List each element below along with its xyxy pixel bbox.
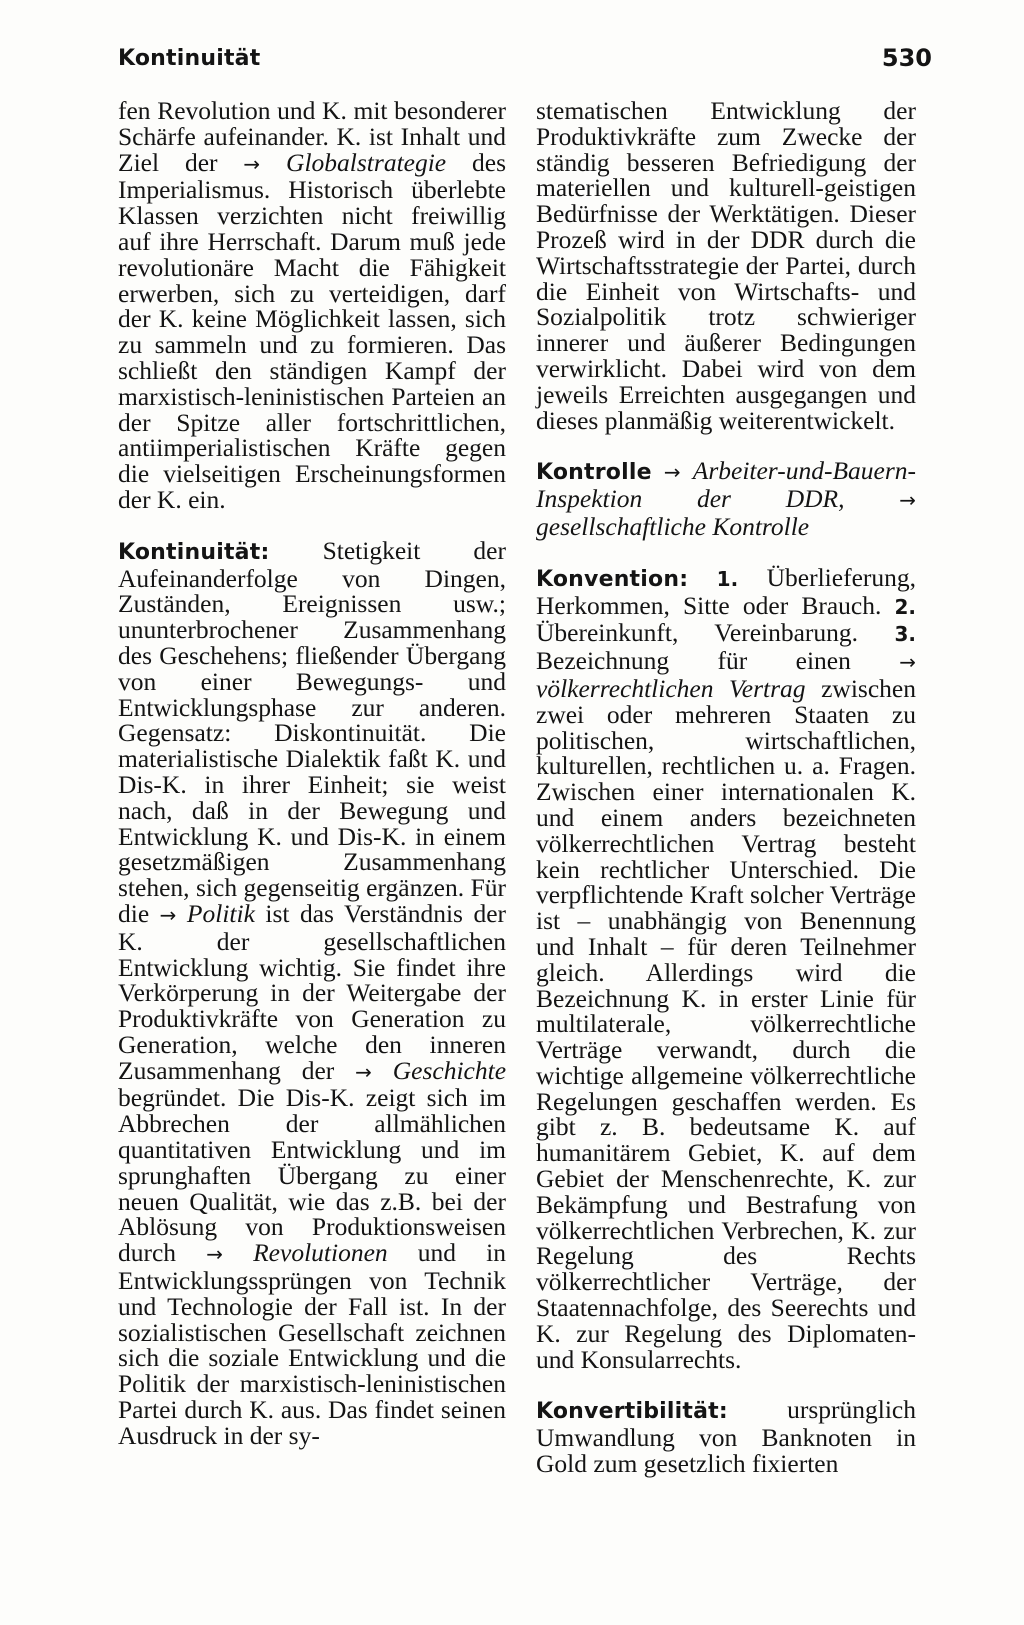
entry-headword: Konvention:: [536, 566, 689, 592]
entry-text: Bezeichnung für einen: [536, 646, 900, 676]
see-arrow-icon: →: [243, 151, 261, 176]
running-head: Kontinuität: [118, 46, 261, 71]
sense-number: 1.: [716, 566, 739, 591]
entry-kontinuitaet: [118, 535, 507, 1450]
entry-text: Übereinkunft, Vereinbarung.: [536, 618, 895, 648]
cross-reference: Arbeiter-und-Bauern-Inspektion der DDR,: [536, 456, 917, 514]
entry-text: und in Entwicklungssprüngen von Technik und Technologie der Fall ist. In der sozialistischen Gesellschaft zeichnen sich die soziale Entwicklung und die Politik der marxistisch-leninistischen Partei durch K. aus. Das findet seinen Ausdruck in der sy-: [118, 1238, 507, 1450]
see-arrow-icon: →: [159, 902, 177, 927]
entry-headword: Kontinuität:: [118, 539, 270, 565]
entry-text: zwischen zwei oder mehreren Staaten zu politischen, wirtschaftlichen, kulturellen, rechtlichen u. a. Fragen. Zwischen einer internationalen K. und einem anders bezeichneten völkerrechtlichen Vertrag besteht kein rechtlicher Unterschied. Die verpflichtende Kraft solcher Verträge ist – unabhängig von Benennung und Inhalt – für deren Teilnehmer gleich. Allerdings wird die Bezeichnung K. in erster Linie für multilaterale, völkerrechtliche Verträge verwandt, durch die wichtige allgemeine völkerrechtliche Regelungen geschaffen werden. Es gibt z. B. bedeutsame K. auf humanitärem Gebiet, K. auf dem Gebiet der Menschenrechte, K. zur Bekämpfung und Bestrafung von völkerrechtlichen Verbrechen, K. zur Regelung des Rechts völkerrechtlicher Verträge, der Staatennachfolge, des Seerechts und K. zur Regelung des Diplomaten- und Konsularrechts.: [536, 673, 916, 1374]
entry-headword: Konvertibilität:: [536, 1399, 728, 1425]
entry-continuation: stematischen Entwicklung der Produktivkräfte zum Zwecke der ständig besseren Befriedigung der materiellen und kulturell-geistigen Bedürfnisse der Werktätigen. Dieser Prozeß wird in der DDR durch die Wirtschaftsstrategie der Partei, durch die Einheit von Wirtschafts- und Sozialpolitik trotz schwieriger innerer und äußerer Bedingungen verwirklicht. Dabei wird von dem jeweils Erreichten ausgegangen und dieses planmäßig weiterentwickelt.: [536, 96, 916, 435]
cross-reference: Globalstrategie: [286, 147, 447, 177]
cross-reference: Revolutionen: [253, 1238, 388, 1268]
cross-reference: Geschichte: [392, 1055, 507, 1085]
see-arrow-icon: →: [899, 650, 916, 675]
entry-text: ursprünglich Umwandlung von Banknoten in Gold zum gesetzlich fixierten: [536, 1395, 916, 1479]
cross-reference: völkerrechtlichen Vertrag: [536, 673, 806, 703]
cross-reference: gesellschaftliche Kontrolle: [536, 511, 810, 541]
entry-text: fen Revolution und K. mit besonderer Schärfe aufeinander. K. ist Inhalt und Ziel der: [118, 96, 506, 177]
right-column: [536, 98, 916, 1502]
sense-number: 3.: [894, 622, 916, 647]
entry-text: Überlieferung, Herkommen, Sitte oder Brauch.: [536, 562, 917, 620]
sense-number: 2.: [894, 594, 916, 619]
see-arrow-icon: →: [206, 1242, 223, 1267]
entry-text: ist das Verständnis der K. der gesellschaftlichen Entwicklung wichtig. Sie findet ihre Verkörperung in der Weitergabe der Produktivkräfte von Generation zu Generation, welche den inneren Zusammenhang der: [118, 898, 507, 1085]
entry-kontrolle: [536, 458, 916, 539]
entry-continuation: [118, 98, 506, 513]
see-arrow-icon: →: [663, 460, 681, 485]
entry-konvention: [536, 562, 917, 1374]
entry-text: begründet. Die Dis-K. zeigt sich im Abbrechen der allmählichen quantitativen Entwicklung und im sprunghaften Übergang zu einer neuen Qualität, wie das z.B. bei der Ablösung von Produktionsweisen durch: [118, 1083, 506, 1268]
left-column: [118, 98, 506, 1474]
page-number: 530: [881, 44, 932, 72]
entry-text: des Imperialismus. Historisch überlebte Klassen verzichten nicht freiwillig auf ihre Herrschaft. Darum muß jede revolutionäre Macht die Fähigkeit erwerben, sich zu verteidigen, darf der K. keine Möglichkeit lassen, sich zu sammeln und zu formieren. Das schließt den ständigen Kampf der marxistisch-leninistischen Parteien an der Spitze aller fortschrittlichen, antiimperialistischen Kräfte gegen die vielseitigen Erscheinungsformen der K. ein.: [118, 147, 506, 514]
see-arrow-icon: →: [899, 488, 916, 513]
see-arrow-icon: →: [355, 1059, 372, 1084]
entry-text: Stetigkeit der Aufeinanderfolge von Dingen, Zuständen, Ereignissen usw.; ununterbrochener Zusammenhang des Geschehens; fließender Übergang von einer Bewegungs- und Entwicklungsphase zur anderen. Gegensatz: Diskontinuität. Die materialistische Dialektik faßt K. und Dis-K. in ihrer Einheit; sie weist nach, daß in der Bewegung und Entwicklung K. und Dis-K. in einem gesetzmäßigen Zusammenhang stehen, sich gegenseitig ergänzen. Für die: [118, 535, 506, 928]
cross-reference: Politik: [186, 898, 255, 928]
entry-headword: Kontrolle: [536, 460, 652, 486]
entry-konvertibilitaet: [536, 1395, 916, 1479]
